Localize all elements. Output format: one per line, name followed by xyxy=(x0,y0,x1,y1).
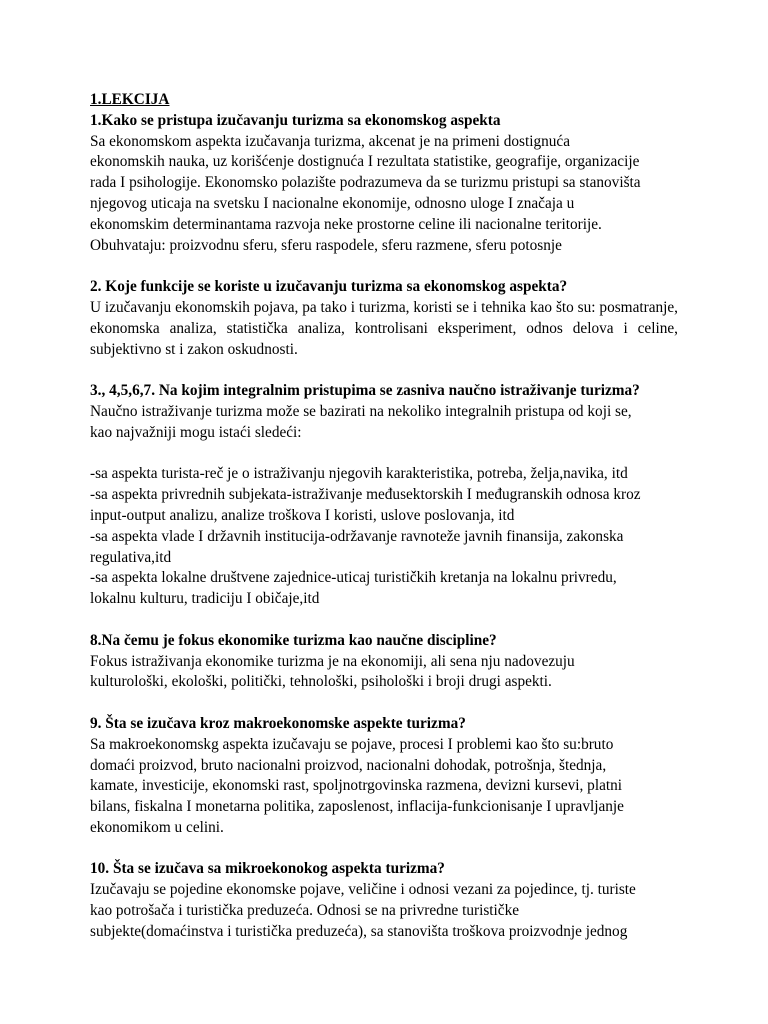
list-item: -sa aspekta turista-reč je o istraživanju njegovih karakteristika, potreba, želja,navika, itd xyxy=(90,465,628,483)
question-1-heading: 1.Kako se pristupa izučavanju turizma sa ekonomskog aspekta xyxy=(90,111,501,129)
answer-9-line: ekonomikom u celini. xyxy=(90,818,224,836)
paragraph-gap xyxy=(90,693,678,714)
answer-10-line: subjekte(domaćinstva i turistička preduzeća), sa stanovišta troškova proizvodnje jednog xyxy=(90,922,628,940)
question-3-7-heading: 3., 4,5,6,7. Na kojim integralnim pristupima se zasniva naučno istraživanje turizma? xyxy=(90,382,640,400)
answer-9-line: bilans, fiskalna I monetarna politika, zaposlenost, inflacija-funkcionisanje I upravljanje xyxy=(90,798,624,816)
question-9-heading: 9. Šta se izučava kroz makroekonomske aspekte turizma? xyxy=(90,714,466,732)
answer-10-line: kao potrošača i turistička preduzeća. Odnosi se na privredne turističke xyxy=(90,902,520,920)
question-2-heading: 2. Koje funkcije se koriste u izučavanju turizma sa ekonomskog aspekta? xyxy=(90,278,568,296)
answer-1-line: Obuhvataju: proizvodnu sferu, sferu raspodele, sferu razmene, sferu potosnje xyxy=(90,236,562,254)
answer-8-line: Fokus istraživanja ekonomike turizma je na ekonomiji, ali sena nju nadovezuju xyxy=(90,652,575,670)
paragraph-gap xyxy=(90,839,678,860)
answer-10-line: Izučavaju se pojedine ekonomske pojave, veličine i odnosi vezani za pojedince, tj. turiste xyxy=(90,881,636,899)
aspects-list xyxy=(90,464,678,610)
answer-1-line: Sa ekonomskom aspekta izučavanja turizma, akcenat je na primeni dostignuća xyxy=(90,132,570,150)
answer-9-line: kamate, investicije, ekonomski rast, spoljnotrgovinska razmena, devizni kursevi, platni xyxy=(90,777,623,795)
paragraph-gap xyxy=(90,610,678,631)
question-10-heading: 10. Šta se izučava sa mikroekonokog aspekta turizma? xyxy=(90,860,445,878)
list-item: lokalnu kulturu, tradiciju I običaje,itd xyxy=(90,590,320,608)
paragraph-gap xyxy=(90,360,678,381)
list-item: input-output analizu, analize troškova I koristi, uslove poslovanja, itd xyxy=(90,506,515,524)
question-8-heading: 8.Na čemu je fokus ekonomike turizma kao naučne discipline? xyxy=(90,631,497,649)
answer-8-line: kulturološki, ekološki, politički, tehnološki, psihološki i broji drugi aspekti. xyxy=(90,673,552,691)
answer-9-line: domaći proizvod, bruto nacionalni proizvod, nacionalni dohodak, potrošnja, štednja, xyxy=(90,756,607,774)
lesson-title: 1.LEKCIJA xyxy=(90,91,170,108)
answer-1-line: ekonomskih nauka, uz korišćenje dostignuća I rezultata statistike, geografije, organizacije xyxy=(90,153,640,171)
answer-1-line: njegovog uticaja na svetsku I nacionalne ekonomije, odnosno uloge I značaja u xyxy=(90,194,575,212)
answer-9-line: Sa makroekonomskg aspekta izučavaju se pojave, procesi I problemi kao što su:bruto xyxy=(90,735,614,753)
document-page xyxy=(90,90,678,943)
answer-1-line: rada I psihologije. Ekonomsko polazište podrazumeva da se turizmu pristupi sa stanovišta xyxy=(90,174,641,192)
paragraph-gap xyxy=(90,444,678,465)
answer-1-line: ekonomskim determinantama razvoja neke prostorne celine ili nacionalne teritorije. xyxy=(90,215,602,233)
list-item: -sa aspekta lokalne društvene zajednice-uticaj turističkih kretanja na lokalnu privredu, xyxy=(90,569,617,587)
list-item: -sa aspekta privrednih subjekata-istraživanje međusektorskih I međugranskih odnosa kroz xyxy=(90,486,641,504)
answer-2: U izučavanju ekonomskih pojava, pa tako i turizma, koristi se i tehnika kao što su: posmatranje, ekonomska analiza, statistička analiza, kontrolisani eksperiment, odnos delova i celine, subjektivno st i zakon oskudnosti. xyxy=(90,298,678,358)
answer-1 xyxy=(90,132,678,257)
answer-3-line: kao najvažniji mogu istaći sledeći: xyxy=(90,423,302,441)
list-item: regulativa,itd xyxy=(90,548,172,566)
list-item: -sa aspekta vlade I državnih institucija-održavanje ravnoteže javnih finansija, zakonska xyxy=(90,527,624,545)
paragraph-gap xyxy=(90,256,678,277)
answer-3-line: Naučno istraživanje turizma može se bazirati na nekoliko integralnih pristupa od koji se, xyxy=(90,402,632,420)
